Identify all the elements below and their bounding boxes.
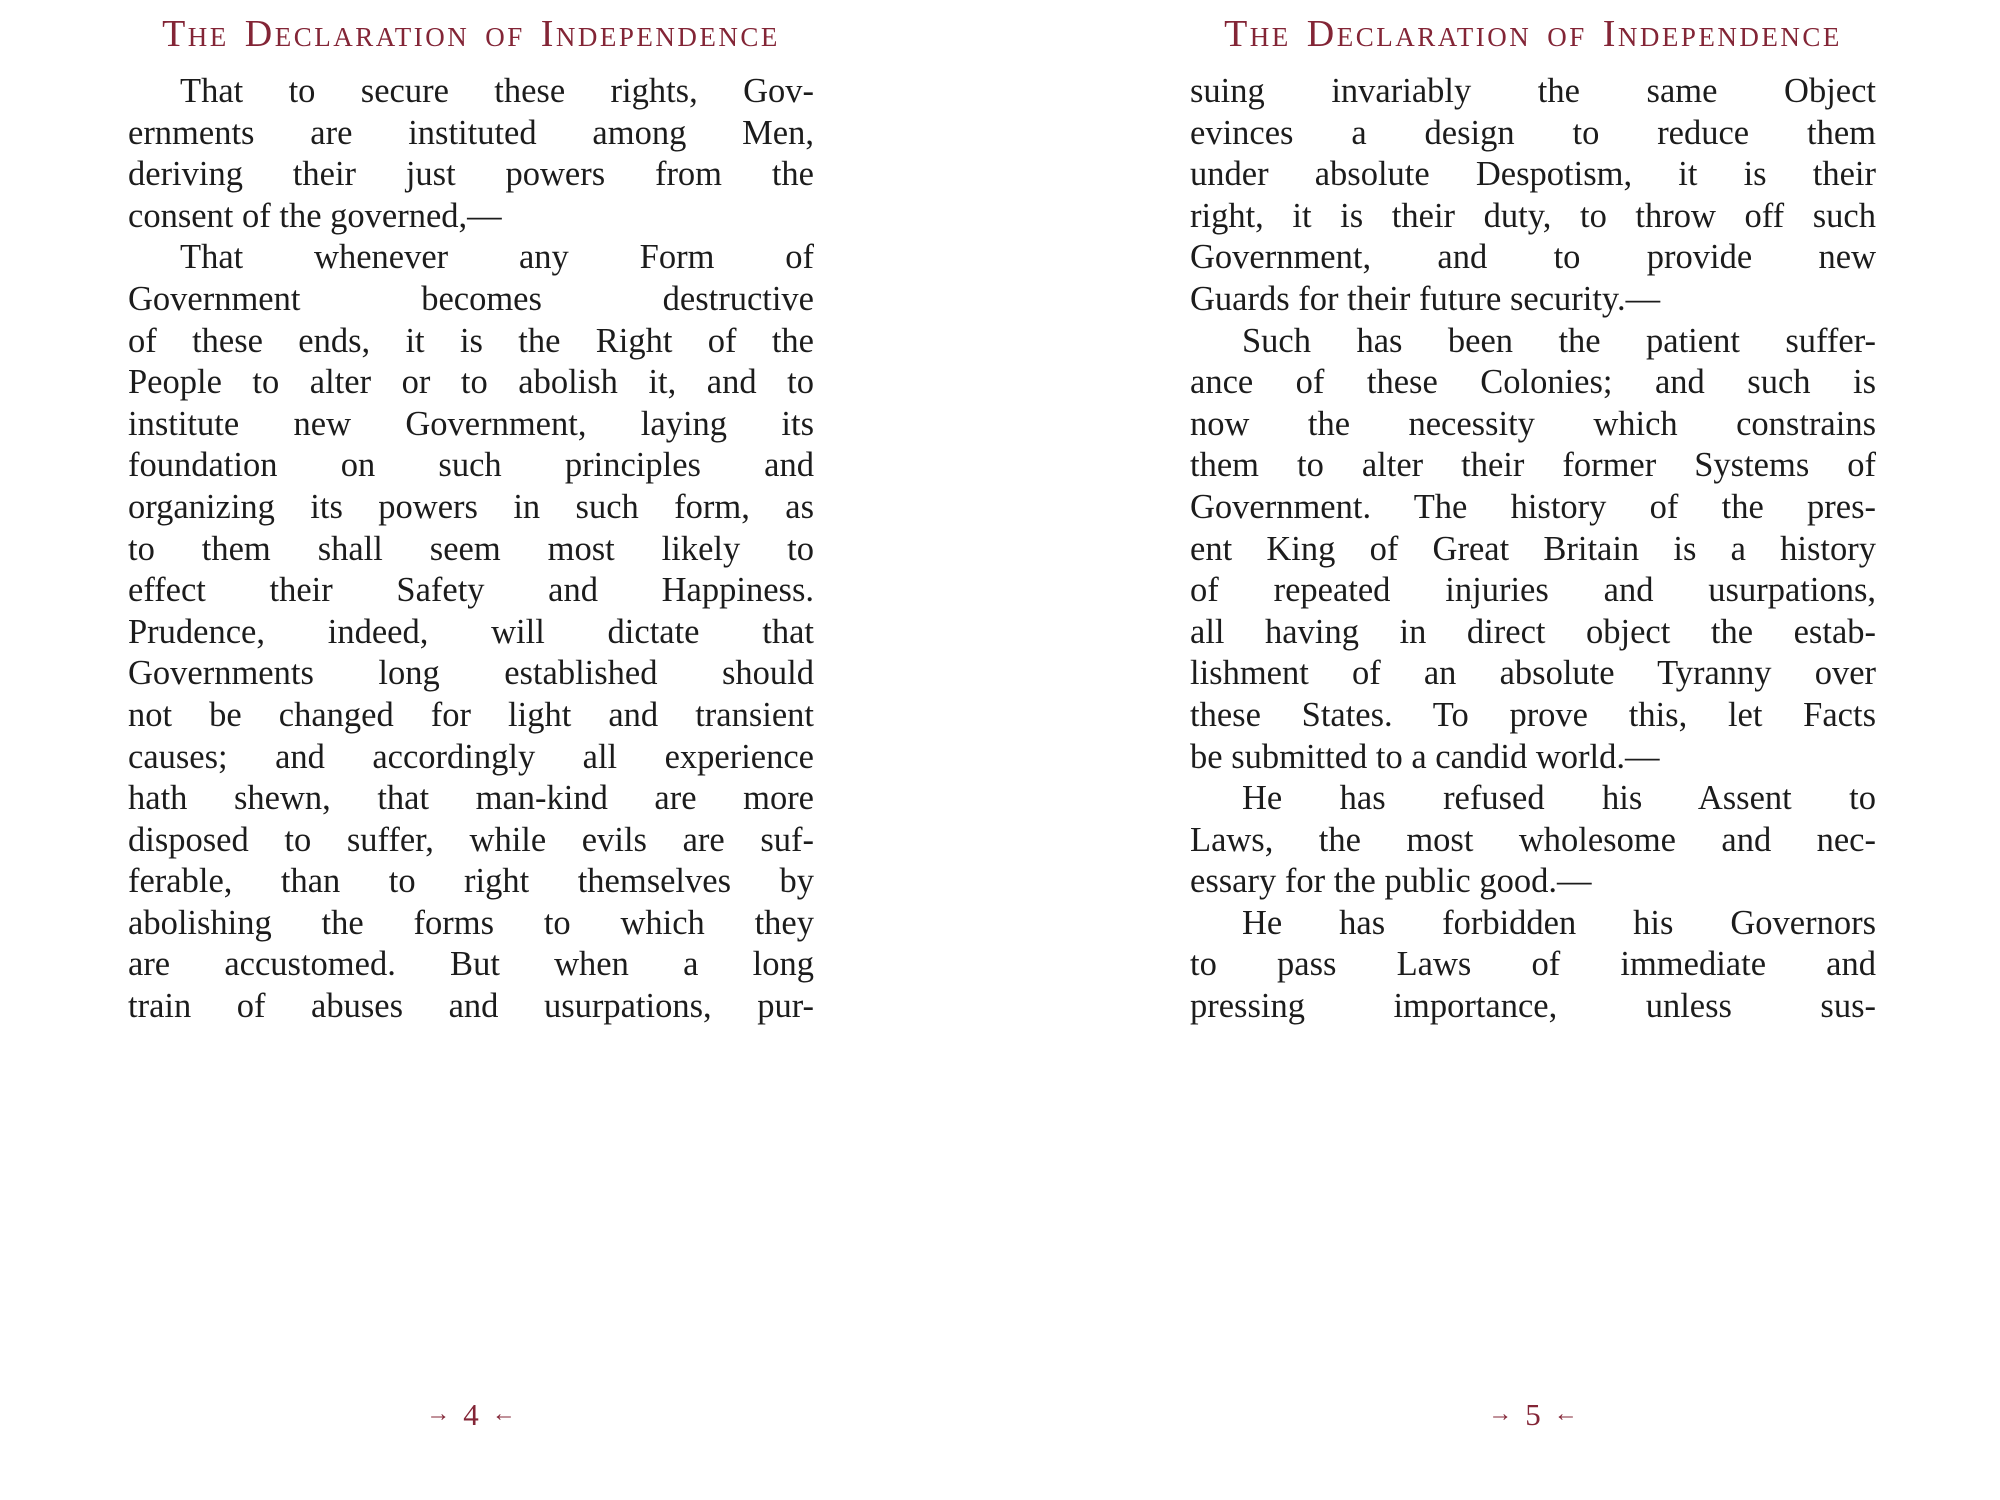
text-line: Laws, the most wholesome and nec-: [1190, 820, 1876, 859]
text-line: People to alter or to abolish it, and to: [128, 363, 814, 402]
text-line: ernments are instituted among Men,: [128, 113, 814, 152]
text-line: hath shewn, that man-kind are more: [128, 779, 814, 818]
text-line: disposed to suffer, while evils are suf-: [128, 820, 814, 859]
text-line: Government, and to provide new: [1190, 238, 1876, 277]
text-line: ent King of Great Britain is a history: [1190, 529, 1876, 568]
text-line: train of abuses and usurpations, pur-: [128, 987, 814, 1026]
left-arrow-ornament-icon: ←: [1553, 1400, 1578, 1427]
text-line: evinces a design to reduce them: [1190, 113, 1876, 152]
text-line: Governments long established should: [128, 654, 814, 693]
running-head: The Declaration of Independence: [1224, 13, 1842, 55]
right-arrow-ornament-icon: →: [426, 1400, 451, 1427]
text-line: be submitted to a candid world.—: [1190, 737, 1660, 776]
text-line: suing invariably the same Object: [1190, 72, 1876, 110]
page-right: [1000, 0, 2000, 1500]
text-line: Such has been the patient suffer-: [1242, 321, 1876, 360]
page-folio: [1190, 1399, 1876, 1430]
text-line: He has forbidden his Governors: [1242, 903, 1876, 942]
text-line: under absolute Despotism, it is their: [1190, 155, 1876, 194]
text-line: effect their Safety and Happiness.: [128, 571, 814, 610]
running-head: The Declaration of Independence: [162, 13, 780, 55]
text-line: all having in direct object the estab-: [1190, 612, 1876, 651]
text-line: essary for the public good.—: [1190, 862, 1592, 901]
text-line: Guards for their future security.—: [1190, 279, 1661, 318]
text-column: [1190, 71, 1876, 1028]
text-line: to pass Laws of immediate and: [1190, 945, 1876, 984]
text-line: institute new Government, laying its: [128, 404, 814, 443]
right-arrow-ornament-icon: →: [1488, 1400, 1513, 1427]
text-line: ance of these Colonies; and such is: [1190, 363, 1876, 402]
text-line: causes; and accordingly all experience: [128, 737, 814, 776]
text-line: are accustomed. But when a long: [128, 945, 814, 984]
text-column: [128, 71, 814, 1028]
text-line: these States. To prove this, let Facts: [1190, 695, 1876, 734]
text-line: of these ends, it is the Right of the: [128, 321, 814, 360]
text-line: abolishing the forms to which they: [128, 903, 814, 942]
text-line: to them shall seem most likely to: [128, 529, 814, 568]
text-line: ferable, than to right themselves by: [128, 862, 814, 901]
page-folio: [128, 1399, 814, 1430]
text-line: lishment of an absolute Tyranny over: [1190, 654, 1876, 693]
text-line: Government becomes destructive: [128, 279, 814, 318]
text-line: That to secure these rights, Gov-: [180, 72, 814, 110]
text-line: them to alter their former Systems of: [1190, 446, 1876, 485]
text-line: That whenever any Form of: [180, 238, 814, 277]
text-line: Prudence, indeed, will dictate that: [128, 612, 814, 651]
page-number: 5: [1525, 1397, 1541, 1432]
page-number: 4: [463, 1397, 479, 1432]
text-line: now the necessity which constrains: [1190, 404, 1876, 443]
text-line: right, it is their duty, to throw off such: [1190, 196, 1876, 235]
text-line: consent of the governed,—: [128, 196, 502, 235]
text-line: He has refused his Assent to: [1242, 779, 1876, 818]
text-line: not be changed for light and transient: [128, 695, 814, 734]
text-line: pressing importance, unless sus-: [1190, 987, 1876, 1026]
text-line: foundation on such principles and: [128, 446, 814, 485]
text-line: of repeated injuries and usurpations,: [1190, 571, 1876, 610]
text-line: Government. The history of the pres-: [1190, 487, 1876, 526]
text-line: deriving their just powers from the: [128, 155, 814, 194]
left-arrow-ornament-icon: ←: [491, 1400, 516, 1427]
text-line: organizing its powers in such form, as: [128, 487, 814, 526]
